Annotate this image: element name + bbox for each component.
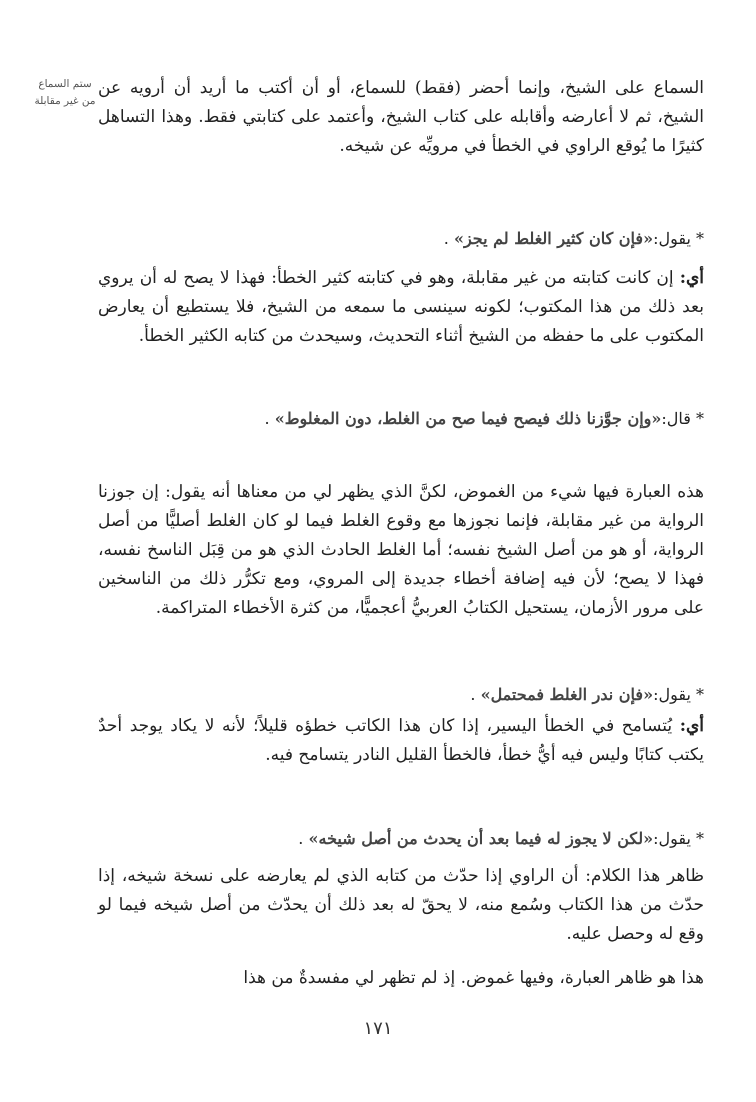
margin-note-line-2: من غير مقابلة — [34, 95, 96, 107]
paragraph-5: ظاهر هذا الكلام: أن الراوي إذا حدّث من كتابه الذي لم يعارضه على نسخة شيخه، إذا حدّث من هذا الكتاب وسُمع منه، لا يحقّ له بعد ذلك أن يحدّث من أصل شيخه فيما لو وقع له وحصل عليه. — [98, 866, 704, 944]
quote-3: * يقول:«فإن ندر الغلط فمحتمل» . — [470, 685, 704, 704]
margin-note-line-1: ستم السماع — [38, 78, 92, 90]
quote-2: * قال:«وإن جوَّزنا ذلك فيصح فيما صح من الغلط، دون المغلوط» . — [264, 409, 704, 428]
paragraph-2: أي: إن كانت كتابته من غير مقابلة، وهو في كتابته كثير الخطأ: فهذا لا يصح له أن يروي بعد ذلك من هذا المكتوب؛ لكونه سينسى ما سمعه من الشيخ، فلا يستطيع أن يعارض المكتوب على ما حفظه من الشيخ أثناء التحديث، وسيحدث من كتابه الكثير الخطأ. — [98, 268, 704, 346]
page-number: ١٧١ — [363, 1018, 393, 1039]
paragraph-3: هذه العبارة فيها شيء من الغموض، لكنَّ الذي يظهر لي من معناها أنه يقول: إن جوزنا الرواية من غير مقابلة، فإنما نجوزها مع وقوع الغلط فيما لو كان الغلط أصليًّا من أصل الرواية، أو هو من أصل الشيخ نفسه؛ أما الغلط الحادث الذي هو من قِبَل الناسخ نفسه، فهذا لا يصح؛ لأن فيه إضافة أخطاء جديدة إلى المروي، ومع تكرُّر ذلك من الناسخين على مرور الأزمان، يستحيل الكتابُ العربيُّ أعجميًّا، من كثرة الأخطاء المتراكمة. — [98, 482, 704, 618]
quote-4: * يقول:«لكن لا يجوز له فيما بعد أن يحدث من أصل شيخه» . — [298, 829, 704, 848]
paragraph-6: هذا هو ظاهر العبارة، وفيها غموض. إذ لم تظهر لي مفسدةٌ من هذا — [243, 968, 704, 988]
paragraph-1: السماع على الشيخ، وإنما أحضر (فقط) للسماع، أو أن أكتب ما أريد أن أرويه عن الشيخ، ثم لا أعارضه وأقابله على كتاب الشيخ، وأعتمد على كتابتي فقط. وهذا التساهل كثيرًا ما يُوقع الراوي في الخطأ في مرويِّه عن شيخه. — [98, 78, 704, 156]
quote-1: * يقول:«فإن كان كثير الغلط لم يجز» . — [443, 229, 704, 248]
margin-note — [34, 76, 96, 110]
paragraph-4: أي: يُتسامح في الخطأ اليسير، إذا كان هذا الكاتب خطؤه قليلاً؛ لأنه لا يكاد يوجد أحدٌ يكتب كتابًا وليس فيه أيُّ خطأ، فالخطأ القليل النادر يتسامح فيه. — [98, 716, 704, 765]
